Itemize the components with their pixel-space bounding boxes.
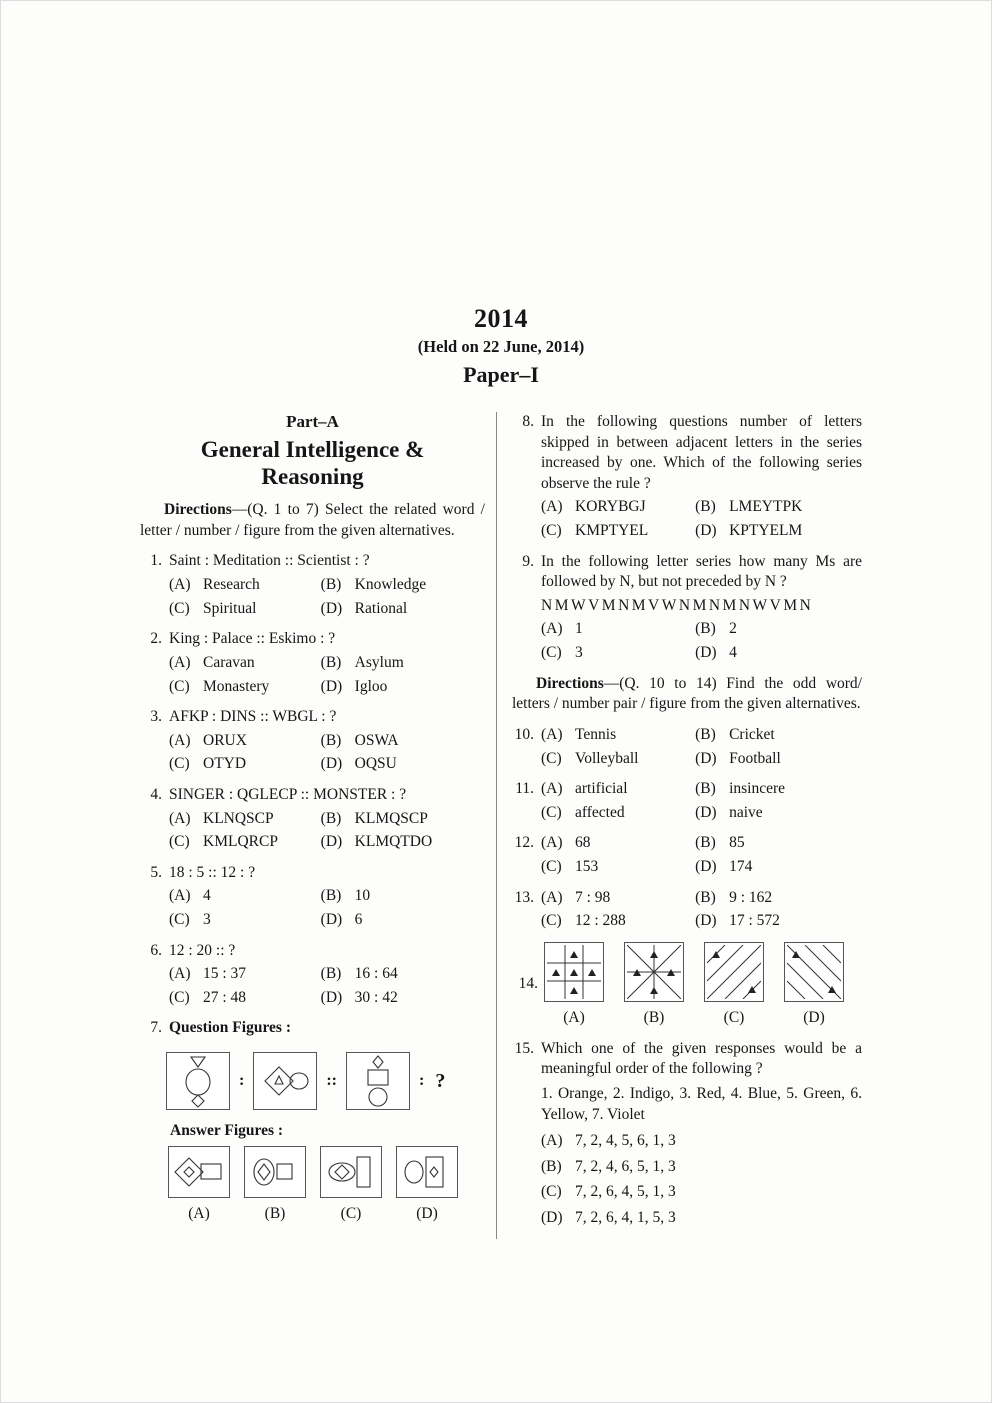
question-text: King : Palace :: Eskimo : ? (169, 630, 336, 648)
letter-series: NMWVMNMVWNMNMNWVMN (541, 596, 814, 614)
option-A (541, 619, 695, 640)
options-grid (169, 886, 485, 930)
option-label: (B) (320, 653, 342, 671)
question-14-figures (544, 942, 844, 1027)
answer-figure-a-box (168, 1146, 230, 1198)
option-D (695, 521, 862, 542)
answer-figure-b-label: (B) (264, 1205, 286, 1223)
question-text: 18 : 5 :: 12 : ? (169, 863, 256, 881)
option-label: (B) (695, 780, 716, 798)
option-text: insincere (729, 780, 786, 798)
question-number: 3. (150, 708, 162, 726)
option-text: 7, 2, 4, 6, 5, 1, 3 (575, 1157, 676, 1175)
options-grid (541, 1131, 862, 1228)
option-text: Cricket (729, 725, 775, 743)
question-9 (512, 552, 862, 664)
question-body (169, 551, 485, 619)
option-label: (C) (541, 749, 562, 767)
option-label: (A) (541, 498, 563, 516)
directions-text: —(Q. 1 to 7) Select the related word / letter / number / figure from the given alternatives. (140, 501, 485, 539)
option-D (321, 910, 485, 931)
option-label: (D) (695, 803, 717, 821)
question-body (541, 779, 862, 823)
question-number: 8. (522, 413, 534, 430)
option-B (321, 575, 485, 596)
option-text: KPTYELM (729, 522, 803, 540)
option-text: 10 (354, 887, 371, 905)
option-D (695, 803, 862, 824)
option-text: 7, 2, 4, 5, 6, 1, 3 (575, 1132, 676, 1150)
question-number: 12. (514, 834, 534, 852)
question-8 (512, 412, 862, 542)
paper-header (140, 304, 862, 388)
option-A (169, 653, 321, 674)
answer-figure-b-box (244, 1146, 306, 1198)
paper-year: 2014 (474, 304, 528, 333)
options-grid (169, 653, 485, 697)
options-grid (169, 731, 485, 775)
option-text: 153 (575, 857, 599, 875)
option-text: 85 (729, 834, 745, 852)
option-text: KMLQRCP (203, 833, 278, 851)
option-label: (C) (541, 522, 562, 540)
order-list: 1. Orange, 2. Indigo, 3. Red, 4. Blue, 5. Green, 6. Yellow, 7. Violet (541, 1085, 862, 1123)
option-text: OTYD (203, 755, 247, 773)
option-B (541, 1157, 862, 1178)
question-body (541, 552, 862, 664)
option-A (169, 575, 321, 596)
question-figures-heading: Question Figures : (169, 1019, 291, 1037)
options-grid (541, 779, 862, 823)
option-C (169, 832, 321, 853)
oval-rectangle-with-diamond-icon (397, 1147, 457, 1197)
q14-figure-c (704, 942, 764, 1027)
option-label: (C) (541, 857, 562, 875)
option-label: (C) (169, 599, 190, 617)
question-figure-1 (166, 1052, 230, 1110)
option-C (169, 910, 321, 931)
question-figure-3 (346, 1052, 410, 1110)
left-column (140, 412, 496, 1239)
question-10 (512, 725, 862, 769)
option-label: (D) (320, 755, 343, 773)
q14-figure-d (784, 942, 844, 1027)
question-15 (512, 1039, 862, 1229)
option-label: (D) (695, 644, 717, 662)
directions-q10-14 (512, 674, 862, 715)
question-number: 9. (522, 552, 534, 570)
option-label: (C) (169, 677, 190, 695)
crossed-diagonals-triangles-icon (627, 945, 681, 999)
option-D (695, 749, 862, 770)
option-label: (A) (169, 576, 191, 594)
option-A (541, 725, 695, 746)
paper-number: Paper–I (463, 362, 539, 387)
option-text: KORYBGJ (575, 498, 646, 516)
option-B (321, 886, 485, 907)
question-mark: ? (435, 1069, 446, 1092)
question-4 (140, 785, 485, 853)
option-C (541, 857, 695, 878)
option-text: Football (729, 749, 781, 767)
triangle-oval-diamond-icon (168, 1053, 228, 1109)
option-C (541, 749, 695, 770)
diamond-in-diamond-rectangle-icon (169, 1147, 229, 1197)
q14-figure-b-box (624, 942, 684, 1002)
question-3 (140, 707, 485, 775)
option-B (321, 809, 485, 830)
option-label: (B) (695, 620, 716, 638)
q14-figure-c-label: (C) (723, 1008, 745, 1026)
option-label: (B) (695, 834, 716, 852)
option-label: (D) (695, 749, 717, 767)
section-title-line1: General Intelligence & (200, 437, 425, 462)
section-title (140, 436, 485, 490)
option-text: Rational (354, 599, 408, 617)
section-title-line2: Reasoning (261, 464, 364, 490)
question-number: 14. (518, 975, 538, 993)
option-text: Caravan (203, 653, 255, 671)
option-text: KMPTYEL (575, 522, 649, 540)
option-text: 2 (729, 620, 737, 638)
questions-10-to-13 (512, 725, 862, 932)
option-B (321, 731, 485, 752)
question-body (169, 629, 485, 697)
option-text: 27 : 48 (203, 988, 247, 1006)
page-content (140, 304, 862, 1239)
option-B (695, 833, 862, 854)
option-C (541, 1182, 862, 1203)
directions-lead: Directions (164, 501, 232, 519)
option-text: 4 (203, 887, 211, 905)
question-6 (140, 941, 485, 1009)
question-body (541, 725, 862, 769)
q14-figure-b-label: (B) (643, 1008, 665, 1026)
options-grid (541, 833, 862, 877)
q14-figure-b (624, 942, 684, 1027)
option-text: Spiritual (203, 599, 257, 617)
answer-figures-row (168, 1146, 485, 1223)
option-label: (D) (320, 911, 343, 928)
option-text: 7, 2, 6, 4, 1, 5, 3 (575, 1209, 676, 1227)
option-text: 6 (354, 911, 363, 928)
option-label: (B) (695, 498, 716, 516)
option-label: (D) (695, 522, 717, 540)
option-text: 4 (729, 644, 737, 662)
option-label: (B) (320, 809, 342, 827)
option-label: (C) (169, 911, 190, 928)
analogy-colon-1: : (239, 1072, 245, 1090)
option-label: (C) (169, 833, 190, 851)
option-text: naive (729, 803, 763, 821)
option-text: 3 (203, 911, 211, 928)
question-number: 13. (514, 888, 534, 906)
option-label: (D) (320, 988, 343, 1006)
option-A (169, 886, 321, 907)
right-column (496, 412, 862, 1239)
option-text: Asylum (354, 653, 404, 671)
option-label: (D) (695, 912, 717, 930)
diamond-in-oval-tall-rectangle-icon (321, 1147, 381, 1197)
option-text: 30 : 42 (354, 988, 398, 1006)
option-label: (C) (541, 644, 562, 662)
answer-figure-c-box (320, 1146, 382, 1198)
option-D (321, 832, 485, 853)
answer-figure-a (168, 1146, 230, 1223)
question-number: 4. (150, 785, 162, 803)
answer-figure-b (244, 1146, 306, 1223)
option-C (169, 599, 321, 620)
option-label: (B) (695, 888, 716, 906)
option-label: (B) (320, 965, 342, 983)
options-grid (541, 497, 862, 541)
question-number: 11. (515, 780, 534, 798)
part-label: Part–A (286, 412, 339, 431)
answer-figure-c (320, 1146, 382, 1223)
option-C (541, 643, 695, 664)
option-text: 3 (575, 644, 583, 662)
options-grid (541, 725, 862, 769)
two-column-layout (140, 412, 862, 1239)
directions-text: —(Q. 10 to 14) Find the odd word/ letters / number pair / figure from the given alternatives. (512, 674, 862, 713)
option-label: (A) (169, 887, 191, 905)
questions-1-to-6 (140, 551, 485, 1008)
option-label: (A) (541, 834, 563, 852)
option-label: (A) (541, 725, 563, 743)
option-B (695, 619, 862, 640)
question-text: In the following questions number of letters skipped in between adjacent letters in the series increased by one. Which of the following series observe the rule ? (541, 413, 862, 492)
option-label: (A) (169, 809, 191, 827)
option-text: KLMQSCP (354, 809, 428, 827)
question-15-container (512, 1039, 862, 1229)
answer-figure-d-box (396, 1146, 458, 1198)
option-label: (C) (169, 755, 190, 773)
option-text: 9 : 162 (729, 888, 773, 906)
question-number: 6. (150, 941, 162, 959)
option-C (169, 988, 321, 1009)
option-text: 12 : 288 (575, 912, 626, 930)
option-text: affected (575, 803, 625, 821)
question-body (541, 412, 862, 542)
option-A (169, 964, 321, 985)
option-label: (A) (541, 780, 563, 798)
option-label: (D) (541, 1209, 563, 1227)
option-text: LMEYTPK (729, 498, 803, 516)
option-text: 17 : 572 (729, 912, 780, 930)
options-grid (169, 575, 485, 619)
option-text: OQSU (354, 755, 397, 773)
option-C (169, 677, 321, 698)
option-label: (B) (320, 731, 342, 749)
option-text: Igloo (354, 677, 388, 695)
question-1 (140, 551, 485, 619)
option-label: (C) (169, 988, 190, 1006)
option-C (541, 803, 695, 824)
option-label: (C) (541, 803, 562, 821)
analogy-double-colon: :: (326, 1072, 337, 1090)
reverse-diagonal-hatch-triangles-icon (787, 945, 841, 999)
question-text: AFKP : DINS :: WBGL : ? (169, 708, 337, 726)
option-B (695, 888, 862, 909)
question-text: Which one of the given responses would be a meaningful order of the following ? (541, 1039, 862, 1078)
option-B (695, 725, 862, 746)
question-body (541, 833, 862, 877)
option-label: (B) (695, 725, 716, 743)
option-A (541, 833, 695, 854)
option-A (169, 731, 321, 752)
diamond-in-oval-square-icon (245, 1147, 305, 1197)
option-D (321, 754, 485, 775)
option-text: Knowledge (354, 576, 427, 594)
option-text: 7 : 98 (575, 888, 611, 906)
question-7 (140, 1018, 485, 1042)
diagonal-hatch-triangles-icon (707, 945, 761, 999)
answer-figure-d-label: (D) (416, 1205, 438, 1223)
diamond-rectangle-oval-icon (348, 1053, 408, 1109)
option-text: KLNQSCP (203, 809, 274, 827)
option-label: (B) (320, 576, 342, 594)
question-text: In the following letter series how many Ms are followed by N, but not preceded by N ? (541, 552, 862, 591)
option-B (695, 779, 862, 800)
option-text: Research (203, 576, 260, 594)
question-body (169, 1018, 485, 1042)
option-C (541, 521, 695, 542)
answer-figure-c-label: (C) (340, 1205, 362, 1223)
question-text: SINGER : QGLECP :: MONSTER : ? (169, 785, 407, 803)
question-14 (512, 942, 862, 1027)
option-A (541, 497, 695, 518)
q14-figure-a (544, 942, 604, 1027)
option-D (695, 911, 862, 932)
option-text: Tennis (575, 725, 617, 743)
option-B (321, 964, 485, 985)
option-label: (B) (541, 1157, 562, 1175)
question-text: 12 : 20 :: ? (169, 941, 236, 959)
question-body (169, 707, 485, 775)
option-label: (A) (541, 620, 563, 638)
options-grid (541, 888, 862, 932)
option-text: 15 : 37 (203, 965, 247, 983)
question-number: 5. (150, 863, 162, 881)
option-text: OSWA (354, 731, 399, 749)
question-number: 2. (150, 630, 162, 648)
option-text: 68 (575, 834, 591, 852)
question-5 (140, 863, 485, 931)
option-A (541, 1131, 862, 1152)
option-A (541, 888, 695, 909)
option-D (321, 599, 485, 620)
option-B (695, 497, 862, 518)
option-label: (A) (541, 888, 563, 906)
option-C (169, 754, 321, 775)
option-text: Volleyball (575, 749, 639, 767)
question-13 (512, 888, 862, 932)
option-label: (A) (169, 731, 191, 749)
option-B (321, 653, 485, 674)
answer-figure-a-label: (A) (188, 1205, 210, 1223)
q14-figure-d-label: (D) (803, 1008, 825, 1026)
option-A (541, 779, 695, 800)
option-D (541, 1208, 862, 1229)
option-text: 16 : 64 (354, 965, 398, 983)
option-label: (B) (320, 887, 342, 905)
paper-held-date: (Held on 22 June, 2014) (417, 337, 585, 356)
directions-lead: Directions (536, 674, 604, 692)
options-grid (541, 619, 862, 663)
q14-figure-a-box (544, 942, 604, 1002)
question-11 (512, 779, 862, 823)
option-label: (C) (541, 912, 562, 930)
option-label: (A) (169, 653, 191, 671)
options-grid (169, 964, 485, 1008)
answer-figure-d (396, 1146, 458, 1223)
option-label: (D) (695, 857, 717, 875)
questions-8-to-9 (512, 412, 862, 664)
options-grid (169, 809, 485, 853)
question-body (541, 888, 862, 932)
q14-figure-d-box (784, 942, 844, 1002)
question-body (169, 941, 485, 1009)
option-D (695, 857, 862, 878)
option-C (541, 911, 695, 932)
option-text: artificial (575, 780, 628, 798)
option-text: Monastery (203, 677, 270, 695)
option-label: (D) (320, 677, 343, 695)
directions-q1-7 (140, 500, 485, 541)
diamond-triangle-oval-icon (255, 1053, 315, 1109)
option-text: KLMQTDO (354, 833, 433, 851)
question-body (169, 863, 485, 931)
question-number: 1. (150, 552, 162, 570)
question-body (169, 785, 485, 853)
option-text: 1 (575, 620, 583, 638)
option-label: (A) (541, 1132, 563, 1150)
option-text: 7, 2, 6, 4, 5, 1, 3 (575, 1183, 676, 1201)
question-number: 15. (514, 1039, 534, 1057)
question-2 (140, 629, 485, 697)
q14-figure-a-label: (A) (563, 1008, 585, 1026)
option-label: (D) (320, 833, 343, 851)
option-D (321, 677, 485, 698)
question-number: 7. (150, 1019, 162, 1037)
question-text: Saint : Meditation :: Scientist : ? (169, 552, 370, 570)
grid-triangles-icon (547, 945, 601, 999)
question-12 (512, 833, 862, 877)
option-text: 174 (729, 857, 753, 875)
option-label: (A) (169, 965, 191, 983)
question-number: 10. (514, 725, 534, 743)
option-A (169, 809, 321, 830)
option-D (695, 643, 862, 664)
option-D (321, 988, 485, 1009)
question-figures-row (166, 1052, 485, 1110)
option-label: (D) (320, 599, 343, 617)
analogy-colon-2: : (418, 1072, 425, 1090)
question-body (541, 1039, 862, 1229)
question-figure-2 (253, 1052, 317, 1110)
answer-figures-heading: Answer Figures : (170, 1122, 284, 1140)
option-text: ORUX (203, 731, 247, 749)
q14-figure-c-box (704, 942, 764, 1002)
option-label: (C) (541, 1183, 562, 1201)
